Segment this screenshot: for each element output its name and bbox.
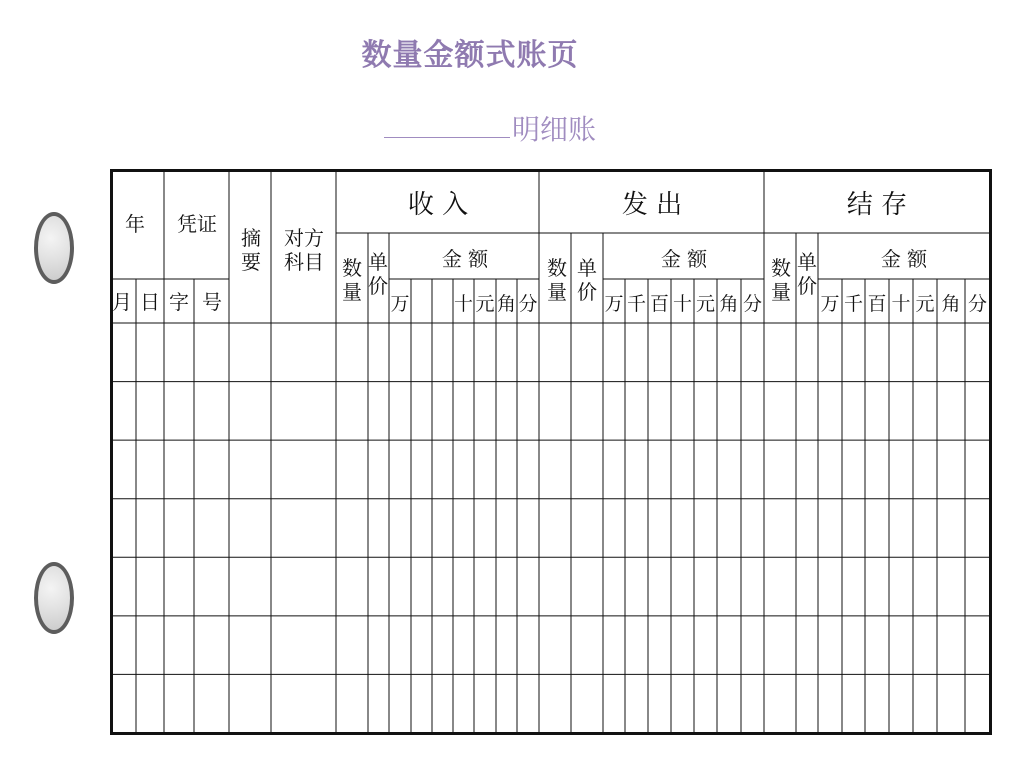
header-counter-account-line2: 科目 xyxy=(284,250,324,274)
balance-quantity-line2: 量 xyxy=(771,280,791,304)
balance-digit-label: 百 xyxy=(867,293,887,315)
balance-digit-label: 角 xyxy=(941,293,961,315)
binder-ring-top xyxy=(34,212,74,284)
account-name-blank[interactable] xyxy=(384,137,510,138)
ledger-grid xyxy=(110,169,992,735)
balance-digit-label: 千 xyxy=(843,293,864,315)
income-unit-price-line1: 单 xyxy=(368,250,388,274)
ledger-table xyxy=(110,169,992,735)
issue-quantity-line1: 数 xyxy=(547,256,567,280)
subtitle-line xyxy=(384,108,596,148)
header-day: 日 xyxy=(140,290,160,314)
header-balance: 结 存 xyxy=(846,190,908,220)
income-digit-label: 元 xyxy=(475,293,495,315)
header-income-amount: 金 额 xyxy=(441,247,489,271)
header-counter-account-line1: 对方 xyxy=(284,226,324,250)
header-voucher: 凭证 xyxy=(177,212,217,236)
income-digit-label: 十 xyxy=(453,293,474,315)
issue-unit-price-line2: 价 xyxy=(577,280,597,304)
income-unit-price-line2: 价 xyxy=(368,274,388,298)
header-number: 号 xyxy=(202,290,222,314)
subtitle-text: 明细账 xyxy=(512,113,597,146)
issue-unit-price-line1: 单 xyxy=(577,256,597,280)
issue-digit-label: 角 xyxy=(719,293,739,315)
issue-digit-label: 元 xyxy=(695,293,716,315)
income-digit-label: 角 xyxy=(496,293,517,315)
header-word: 字 xyxy=(169,290,189,314)
issue-digit-label: 百 xyxy=(649,293,670,315)
header-summary-line1: 摘 xyxy=(241,226,261,250)
balance-digit-label: 万 xyxy=(820,293,840,315)
issue-digit-label: 千 xyxy=(626,293,647,315)
header-issue-amount: 金 额 xyxy=(660,247,708,271)
header-summary-line2: 要 xyxy=(241,250,261,274)
header-issue: 发 出 xyxy=(621,190,683,220)
issue-quantity-line2: 量 xyxy=(547,280,567,304)
income-quantity-line2: 量 xyxy=(342,280,362,304)
balance-digit-label: 分 xyxy=(967,293,988,315)
balance-quantity-line1: 数 xyxy=(771,256,791,280)
income-quantity-line1: 数 xyxy=(342,256,362,280)
issue-digit-label: 十 xyxy=(672,293,693,315)
header-balance-amount: 金 额 xyxy=(880,247,928,271)
balance-unit-price-line1: 单 xyxy=(797,250,817,274)
issue-digit-label: 万 xyxy=(604,293,624,315)
page-title: 数量金额式账页 xyxy=(361,38,579,73)
income-digit-label: 分 xyxy=(518,293,538,315)
header-month: 月 xyxy=(112,290,132,314)
binder-ring-bottom xyxy=(34,562,74,634)
balance-digit-label: 元 xyxy=(915,293,935,315)
issue-digit-label: 分 xyxy=(742,293,763,315)
balance-unit-price-line2: 价 xyxy=(797,274,817,298)
income-digit-label: 万 xyxy=(390,293,410,315)
balance-digit-label: 十 xyxy=(891,293,911,315)
header-income: 收 入 xyxy=(407,190,469,220)
header-year: 年 xyxy=(125,212,145,236)
